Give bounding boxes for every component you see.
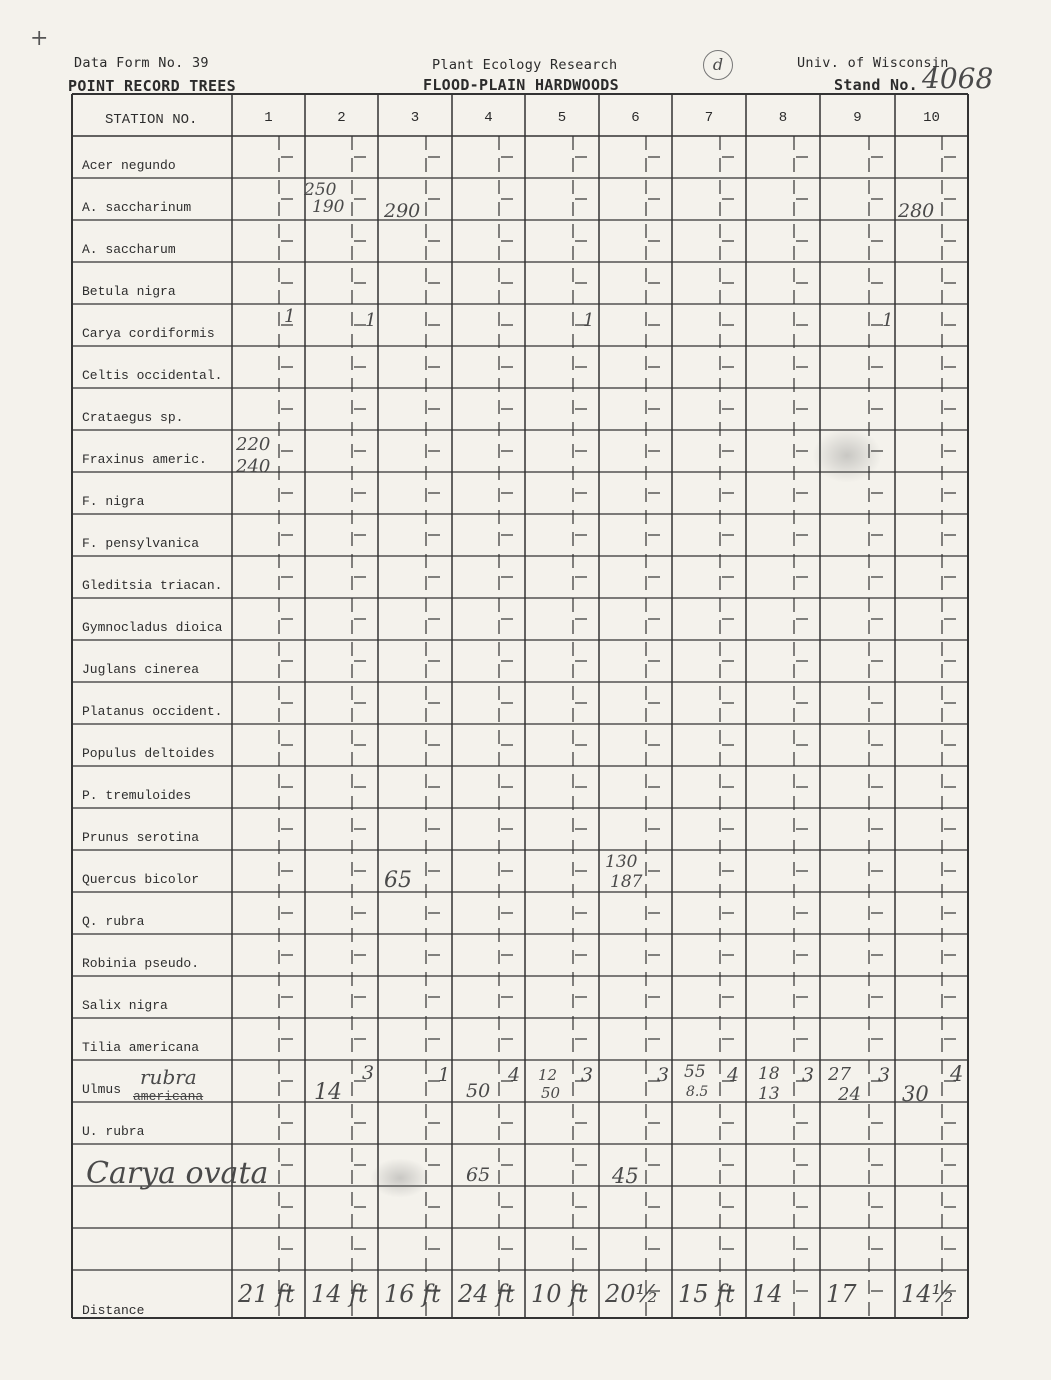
species-label: F. nigra (82, 494, 145, 509)
species-label: Crataegus sp. (82, 410, 184, 425)
distance-value-station-8: 14 (752, 1280, 783, 1308)
station-number-9: 9 (853, 110, 862, 126)
species-label: P. tremuloides (82, 788, 192, 803)
entry-ulmus-5a: 12 (538, 1066, 558, 1084)
entry-quercus-3: 65 (384, 868, 412, 893)
species-label: Populus deltoides (82, 746, 215, 761)
species-label: Q. rubra (82, 914, 145, 929)
species-label: Tilia americana (82, 1040, 200, 1055)
species-label: Gymnocladus dioica (82, 620, 223, 635)
entry-fraxinus-1b: 240 (236, 456, 271, 477)
corner-mark: + (30, 26, 49, 51)
species-label: Carya cordiformis (82, 326, 215, 341)
entry-carya-ovata-6: 45 (612, 1164, 639, 1188)
distance-value-station-6: 20½ (605, 1280, 659, 1308)
species-label: Quercus bicolor (82, 872, 200, 887)
species-label: Prunus serotina (82, 830, 200, 845)
species-label: Juglans cinerea (82, 662, 200, 677)
entry-ulmus-7-q: 4 (727, 1064, 740, 1086)
entry-fraxinus-1a: 220 (236, 434, 271, 455)
entry-quercus-6b: 187 (610, 872, 643, 892)
station-number-1: 1 (264, 110, 273, 126)
entry-ulmus-8a: 18 (758, 1064, 780, 1084)
distance-value-station-2: 14 ft (311, 1280, 368, 1308)
university: Univ. of Wisconsin (797, 55, 949, 71)
entry-ulmus-8b: 13 (758, 1084, 780, 1104)
entry-a-saccharinum-10: 280 (898, 200, 935, 222)
entry-a-saccharinum-2b: 190 (312, 197, 345, 217)
stand-label: Stand No. (834, 76, 918, 94)
species-label: Ulmus (82, 1082, 122, 1097)
species-label: A. saccharinum (82, 200, 192, 215)
entry-ulmus-7a: 55 (684, 1062, 706, 1082)
entry-carya-2: 1 (365, 310, 377, 331)
species-label: Robinia pseudo. (82, 956, 200, 971)
ulmus-struck-word: americana (133, 1089, 204, 1104)
station-number-6: 6 (631, 110, 640, 126)
entry-ulmus-9b: 24 (838, 1084, 861, 1105)
station-number-7: 7 (704, 110, 714, 126)
entry-ulmus-3-q: 1 (438, 1064, 451, 1086)
species-label: A. saccharum (82, 242, 176, 257)
species-label: Gleditsia triacan. (82, 578, 223, 593)
program-name: Plant Ecology Research (432, 57, 618, 73)
species-label: Fraxinus americ. (82, 452, 207, 467)
species-label: Celtis occidental. (82, 368, 223, 383)
entry-carya-ovata-4: 65 (466, 1164, 491, 1186)
entry-ulmus-10: 30 (902, 1082, 929, 1106)
distance-label: Distance (82, 1303, 145, 1318)
distance-value-station-3: 16 ft (384, 1280, 441, 1308)
distance-value-station-7: 15 ft (678, 1280, 735, 1308)
stand-number: 4068 (922, 62, 994, 95)
distance-value-station-10: 14½ (901, 1280, 955, 1308)
entry-ulmus-6-q: 3 (657, 1064, 670, 1086)
smudge-mark (812, 428, 882, 483)
entry-ulmus-10-q: 4 (950, 1062, 964, 1086)
entry-a-saccharinum-2a: 250 (304, 180, 337, 200)
species-label: U. rubra (82, 1124, 145, 1139)
entry-ulmus-2: 14 (314, 1080, 342, 1105)
entry-a-saccharinum-3: 290 (384, 200, 421, 222)
form-number: Data Form No. 39 (74, 55, 209, 71)
entry-ulmus-7b: 8.5 (686, 1084, 709, 1100)
species-label: Acer negundo (82, 158, 176, 173)
circled-mark: d (703, 50, 733, 80)
entry-ulmus-9-q: 3 (878, 1064, 891, 1086)
station-number-10: 10 (923, 110, 940, 126)
entry-ulmus-8-q: 3 (802, 1064, 815, 1086)
station-number-3: 3 (410, 110, 420, 126)
form-type: FLOOD-PLAIN HARDWOODS (423, 76, 619, 94)
entry-ulmus-5-q: 3 (581, 1064, 594, 1086)
entry-ulmus-4: 50 (466, 1080, 491, 1102)
distance-value-station-4: 24 ft (458, 1280, 515, 1308)
entry-ulmus-5b: 50 (541, 1084, 561, 1102)
entry-ulmus-9a: 27 (828, 1064, 851, 1085)
station-number-8: 8 (778, 110, 788, 126)
distance-value-station-9: 17 (826, 1280, 857, 1308)
handwritten-species: Carya ovata (86, 1156, 269, 1191)
distance-value-station-1: 21 ft (238, 1280, 295, 1308)
entry-carya-9: 1 (882, 310, 894, 331)
species-label: Salix nigra (82, 998, 168, 1013)
species-label: F. pensylvanica (82, 536, 200, 551)
station-label: STATION NO. (105, 112, 198, 128)
station-number-4: 4 (484, 110, 493, 126)
entry-ulmus-2-q: 3 (362, 1062, 375, 1084)
form-title: POINT RECORD TREES (68, 77, 236, 95)
station-number-5: 5 (557, 110, 567, 126)
entry-ulmus-4-q: 4 (508, 1064, 521, 1086)
smudge-mark (370, 1158, 430, 1198)
species-label: Platanus occident. (82, 704, 223, 719)
ulmus-insert: rubra (140, 1065, 197, 1089)
species-label: Betula nigra (82, 284, 176, 299)
station-number-2: 2 (337, 110, 346, 126)
entry-quercus-6a: 130 (605, 852, 638, 872)
entry-carya-1: 1 (284, 306, 296, 327)
distance-value-station-5: 10 ft (531, 1280, 588, 1308)
entry-carya-5: 1 (583, 310, 595, 331)
